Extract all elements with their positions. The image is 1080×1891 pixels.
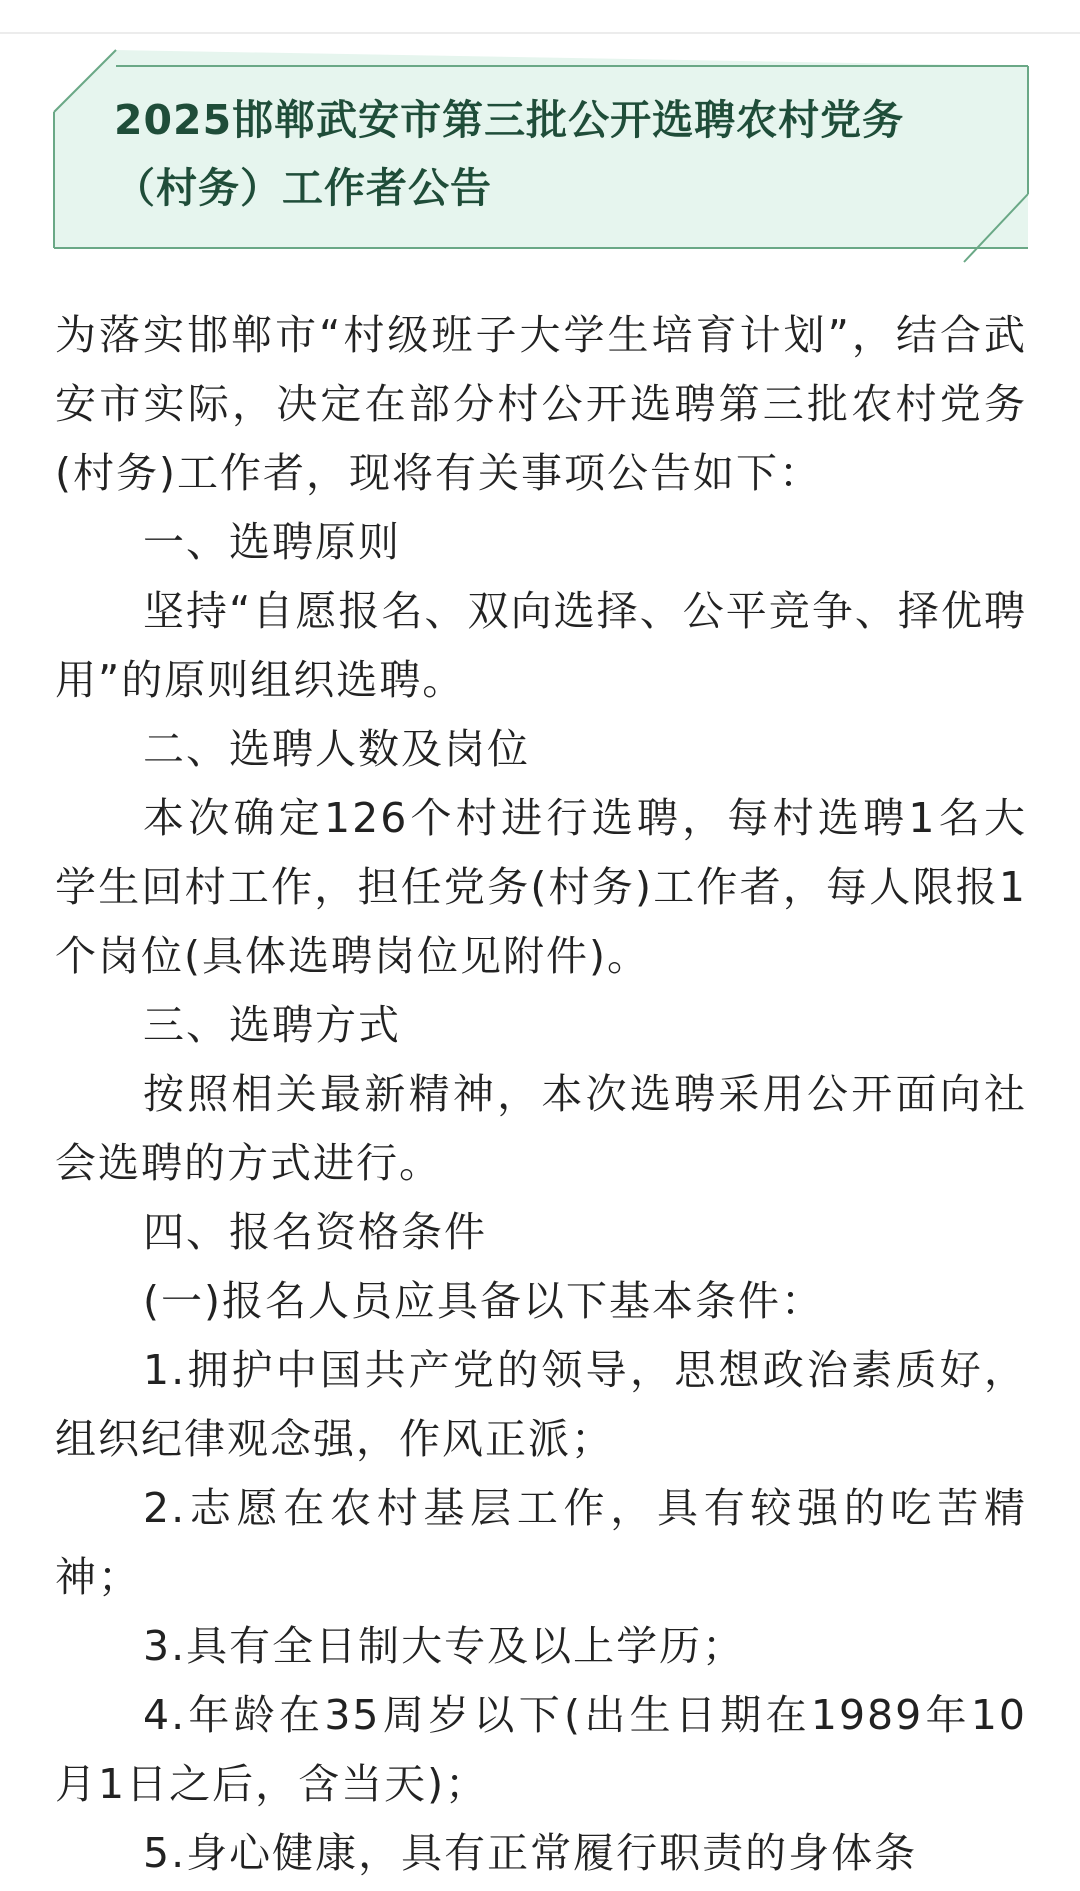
subsection-heading-1: (一)报名人员应具备以下基本条件：	[143, 1277, 824, 1325]
title-banner	[52, 48, 1032, 264]
condition-item-5: 5.身心健康，具有正常履行职责的身体条	[143, 1829, 918, 1877]
section-heading-1: 一、选聘原则	[143, 518, 401, 566]
article-title	[114, 86, 1014, 222]
condition-item-2: 2.志愿在农村基层工作，具有较强的吃苦精神；	[55, 1484, 1027, 1601]
condition-item-1: 1.拥护中国共产党的领导，思想政治素质好，组织纪律观念强，作风正派；	[55, 1346, 1027, 1463]
section-3-text: 按照相关最新精神，本次选聘采用公开面向社会选聘的方式进行。	[55, 1070, 1027, 1187]
top-divider	[0, 32, 1080, 34]
section-2-text: 本次确定126个村进行选聘，每村选聘1名大学生回村工作，担任党务(村务)工作者，每人限报1个岗位(具体选聘岗位见附件)。	[55, 794, 1027, 980]
condition-item-3: 3.具有全日制大专及以上学历；	[143, 1622, 746, 1670]
condition-item-4: 4.年龄在35周岁以下(出生日期在1989年10月1日之后，含当天)；	[55, 1691, 1027, 1808]
section-heading-2: 二、选聘人数及岗位	[143, 725, 530, 773]
intro-paragraph: 为落实邯郸市“村级班子大学生培育计划”，结合武安市实际，决定在部分村公开选聘第三批农村党务(村务)工作者，现将有关事项公告如下：	[55, 311, 1027, 497]
section-heading-4: 四、报名资格条件	[143, 1208, 487, 1256]
article-body	[55, 301, 1027, 1888]
title-line-1: 2025邯郸武安市第三批公开选聘农村党务	[114, 96, 905, 144]
section-1-text: 坚持“自愿报名、双向选择、公平竞争、择优聘用”的原则组织选聘。	[55, 587, 1027, 704]
title-line-2: （村务）工作者公告	[114, 164, 492, 212]
section-heading-3: 三、选聘方式	[143, 1001, 401, 1049]
